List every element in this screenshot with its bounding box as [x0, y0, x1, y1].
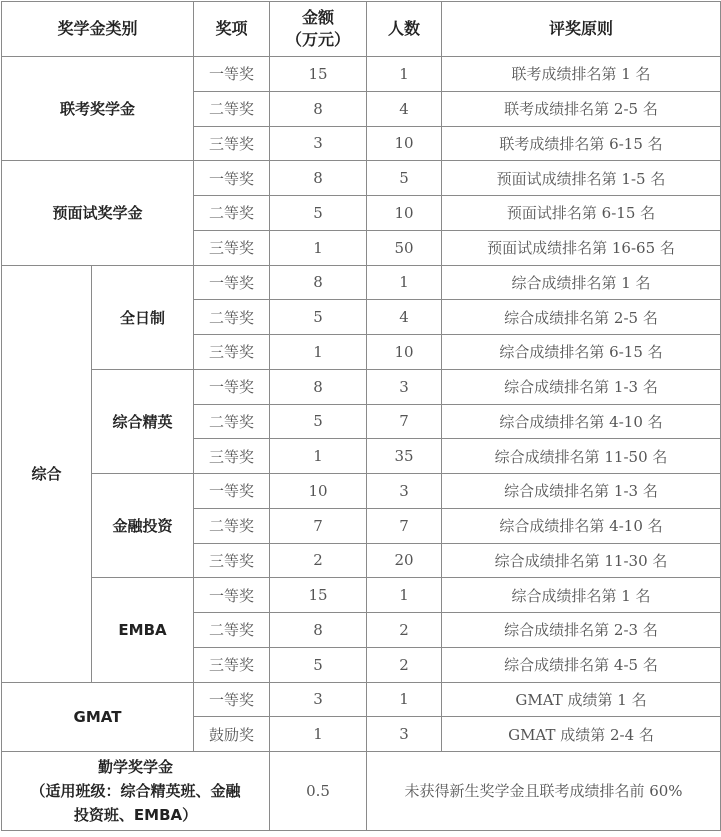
header-amount-label: 金额: [302, 8, 335, 27]
count-cell: 1: [367, 578, 442, 613]
award-level: 二等奖: [194, 613, 270, 648]
rule-cell: 综合成绩排名第 1-3 名: [442, 369, 721, 404]
rule-cell: 综合成绩排名第 11-30 名: [442, 543, 721, 578]
count-cell: 2: [367, 647, 442, 682]
table-row: [2, 57, 721, 92]
amount-cell: 5: [270, 300, 367, 335]
table-row: [2, 265, 721, 300]
amount-cell: 8: [270, 369, 367, 404]
rule-cell: 综合成绩排名第 2-3 名: [442, 613, 721, 648]
count-cell: 10: [367, 196, 442, 231]
rule-cell: 预面试成绩排名第 16-65 名: [442, 230, 721, 265]
count-cell: 4: [367, 91, 442, 126]
award-level: 三等奖: [194, 543, 270, 578]
diligence-category: [2, 752, 270, 831]
scholarship-table: [1, 1, 721, 831]
count-cell: 7: [367, 404, 442, 439]
header-row: [2, 2, 721, 57]
rule-cell: 联考成绩排名第 1 名: [442, 57, 721, 92]
table-row: [2, 369, 721, 404]
table-row: [2, 474, 721, 509]
amount-cell: 10: [270, 474, 367, 509]
header-amount: [270, 2, 367, 57]
count-cell: 1: [367, 265, 442, 300]
count-cell: 3: [367, 717, 442, 752]
table-row: [2, 682, 721, 717]
award-level: 三等奖: [194, 335, 270, 370]
diligence-rule: 未获得新生奖学金且联考成绩排名前 60%: [367, 752, 721, 831]
rule-cell: 预面试排名第 6-15 名: [442, 196, 721, 231]
table-row: [2, 161, 721, 196]
count-cell: 10: [367, 126, 442, 161]
amount-cell: 1: [270, 335, 367, 370]
rule-cell: 综合成绩排名第 11-50 名: [442, 439, 721, 474]
count-cell: 2: [367, 613, 442, 648]
category-cell: 综合: [2, 265, 92, 682]
diligence-scope-2: 投资班、EMBA）: [73, 806, 198, 824]
amount-cell: 8: [270, 91, 367, 126]
award-level: 一等奖: [194, 578, 270, 613]
count-cell: 3: [367, 369, 442, 404]
award-level: 一等奖: [194, 369, 270, 404]
rule-cell: 预面试成绩排名第 1-5 名: [442, 161, 721, 196]
subcategory-cell: EMBA: [92, 578, 194, 682]
award-level: 一等奖: [194, 57, 270, 92]
count-cell: 20: [367, 543, 442, 578]
award-level: 一等奖: [194, 682, 270, 717]
amount-cell: 1: [270, 717, 367, 752]
amount-cell: 1: [270, 439, 367, 474]
count-cell: 3: [367, 474, 442, 509]
award-level: 二等奖: [194, 404, 270, 439]
diligence-scope-1: （适用班级：综合精英班、金融: [30, 782, 241, 800]
rule-cell: 综合成绩排名第 4-10 名: [442, 508, 721, 543]
count-cell: 35: [367, 439, 442, 474]
category-cell: 联考奖学金: [2, 57, 194, 161]
amount-cell: 5: [270, 404, 367, 439]
count-cell: 4: [367, 300, 442, 335]
amount-cell: 5: [270, 196, 367, 231]
award-level: 一等奖: [194, 161, 270, 196]
rule-cell: 综合成绩排名第 4-5 名: [442, 647, 721, 682]
diligence-title: 勤学奖学金: [98, 758, 174, 776]
amount-cell: 2: [270, 543, 367, 578]
subcategory-cell: 全日制: [92, 265, 194, 369]
amount-cell: 3: [270, 126, 367, 161]
diligence-amount: 0.5: [270, 752, 367, 831]
amount-cell: 15: [270, 57, 367, 92]
subcategory-cell: 金融投资: [92, 474, 194, 578]
award-level: 一等奖: [194, 265, 270, 300]
award-level: 二等奖: [194, 196, 270, 231]
rule-cell: 综合成绩排名第 1 名: [442, 578, 721, 613]
count-cell: 1: [367, 57, 442, 92]
count-cell: 5: [367, 161, 442, 196]
amount-cell: 8: [270, 613, 367, 648]
amount-cell: 8: [270, 161, 367, 196]
header-amount-unit: （万元）: [286, 30, 351, 49]
header-award: 奖项: [194, 2, 270, 57]
count-cell: 10: [367, 335, 442, 370]
award-level: 二等奖: [194, 300, 270, 335]
count-cell: 50: [367, 230, 442, 265]
table-row: [2, 578, 721, 613]
award-level: 鼓励奖: [194, 717, 270, 752]
award-level: 三等奖: [194, 126, 270, 161]
award-level: 三等奖: [194, 647, 270, 682]
count-cell: 7: [367, 508, 442, 543]
award-level: 三等奖: [194, 439, 270, 474]
rule-cell: 综合成绩排名第 6-15 名: [442, 335, 721, 370]
count-cell: 1: [367, 682, 442, 717]
rule-cell: 综合成绩排名第 4-10 名: [442, 404, 721, 439]
award-level: 二等奖: [194, 91, 270, 126]
rule-cell: GMAT 成绩第 1 名: [442, 682, 721, 717]
amount-cell: 3: [270, 682, 367, 717]
diligence-row: [2, 752, 721, 831]
category-cell: GMAT: [2, 682, 194, 752]
rule-cell: GMAT 成绩第 2-4 名: [442, 717, 721, 752]
amount-cell: 7: [270, 508, 367, 543]
rule-cell: 综合成绩排名第 1-3 名: [442, 474, 721, 509]
header-count: 人数: [367, 2, 442, 57]
amount-cell: 8: [270, 265, 367, 300]
amount-cell: 15: [270, 578, 367, 613]
award-level: 二等奖: [194, 508, 270, 543]
amount-cell: 1: [270, 230, 367, 265]
award-level: 三等奖: [194, 230, 270, 265]
header-category: 奖学金类别: [2, 2, 194, 57]
rule-cell: 综合成绩排名第 2-5 名: [442, 300, 721, 335]
header-rule: 评奖原则: [442, 2, 721, 57]
rule-cell: 联考成绩排名第 6-15 名: [442, 126, 721, 161]
award-level: 一等奖: [194, 474, 270, 509]
subcategory-cell: 综合精英: [92, 369, 194, 473]
category-cell: 预面试奖学金: [2, 161, 194, 265]
rule-cell: 联考成绩排名第 2-5 名: [442, 91, 721, 126]
amount-cell: 5: [270, 647, 367, 682]
rule-cell: 综合成绩排名第 1 名: [442, 265, 721, 300]
